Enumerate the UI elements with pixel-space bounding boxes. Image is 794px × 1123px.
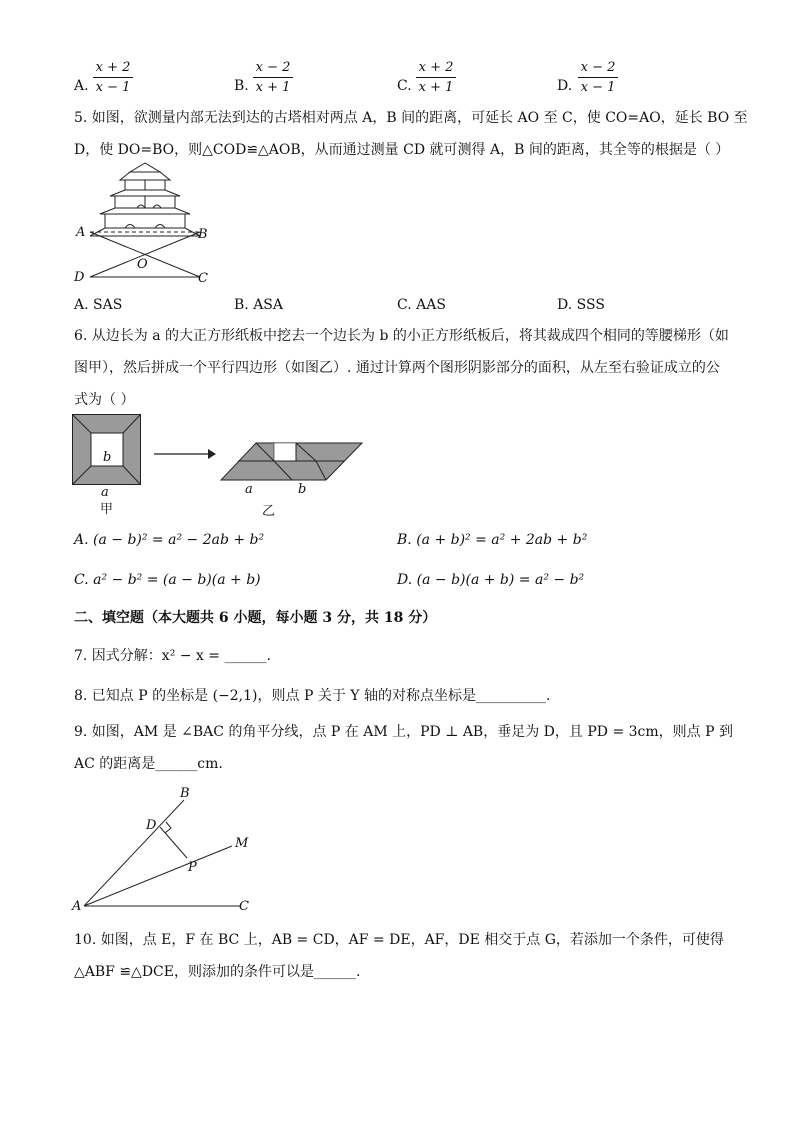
- fig-yi-label-b: b: [298, 482, 307, 497]
- q5-text-line2: D，使 DO=BO，则△COD≌△AOB，从而通过测量 CD 就可测得 A，B 间的距离，其全等的根据是（ ）: [74, 142, 730, 158]
- q9-label-d: D: [146, 818, 157, 833]
- q5-label-o: O: [137, 257, 148, 272]
- fig-jia-label-a: a: [101, 485, 109, 500]
- q5-option-a: A. SAS: [74, 297, 123, 313]
- q10-text-line2: △ABF ≌△DCE，则添加的条件可以是______.: [74, 964, 361, 980]
- q9-label-m: M: [235, 836, 249, 851]
- q10-text-line1: 10. 如图，点 E，F 在 BC 上，AB = CD，AF = DE，AF，DE 相交于点 G，若添加一个条件，可使得: [74, 932, 724, 948]
- q4-option-d-fraction: [578, 60, 618, 95]
- q4-option-d-denominator: x − 1: [580, 80, 616, 95]
- angle-bisector-figure: [80, 790, 250, 910]
- q6-option-a: A. (a − b)² = a² − 2ab + b²: [74, 532, 265, 548]
- q9-text-line1: 9. 如图，AM 是 ∠BAC 的角平分线，点 P 在 AM 上，PD ⊥ AB，垂足为 D，且 PD = 3cm，则点 P 到: [74, 724, 733, 740]
- q6-text-line1: 6. 从边长为 a 的大正方形纸板中挖去一个边长为 b 的小正方形纸板后，将其裁成四个相同的等腰梯形（如: [74, 328, 729, 344]
- q8-text: 8. 已知点 P 的坐标是 (−2,1)，则点 P 关于 Y 轴的对称点坐标是__________.: [74, 688, 551, 704]
- q9-label-b: B: [180, 786, 190, 801]
- q6-text-line3: 式为（ ）: [74, 392, 135, 408]
- q5-label-d: D: [74, 270, 85, 285]
- q9-text-line2: AC 的距离是______cm.: [74, 756, 223, 772]
- q5-label-c: C: [198, 271, 208, 286]
- q7-text: 7. 因式分解：x² − x = ______.: [74, 648, 271, 664]
- q4-option-c-numerator: x + 2: [418, 60, 454, 75]
- q4-option-a-letter: A.: [74, 78, 89, 94]
- q4-option-a-numerator: x + 2: [95, 60, 131, 75]
- q4-option-b-fraction: [253, 60, 293, 95]
- q4-option-c-denominator: x + 1: [418, 80, 454, 95]
- q4-option-b-numerator: x − 2: [255, 60, 291, 75]
- q4-option-c-fraction: [416, 60, 456, 95]
- q5-label-a: A: [76, 225, 86, 240]
- q5-option-d: D. SSS: [557, 297, 605, 313]
- fig-yi-label-a: a: [245, 482, 253, 497]
- q5-option-c: C. AAS: [397, 297, 446, 313]
- q4-option-a-fraction: [93, 60, 133, 95]
- q4-option-c-letter: C.: [397, 78, 412, 94]
- q6-option-b: B. (a + b)² = a² + 2ab + b²: [397, 532, 588, 548]
- fig-jia-label-b: b: [103, 450, 112, 465]
- q6-option-d: D. (a − b)(a + b) = a² − b²: [397, 572, 585, 588]
- q5-text-line1: 5. 如图，欲测量内部无法到达的古塔相对两点 A，B 间的距离，可延长 AO 至 C，使 CO=AO，延长 BO 至: [74, 110, 748, 126]
- fig-jia-caption: 甲: [100, 502, 114, 517]
- q5-option-b: B. ASA: [234, 297, 283, 313]
- q9-label-c: C: [239, 899, 249, 914]
- q9-label-p: P: [188, 860, 197, 875]
- q4-option-b-letter: B.: [234, 78, 249, 94]
- q5-label-b: B: [198, 227, 208, 242]
- q4-option-b-denominator: x + 1: [255, 80, 291, 95]
- q6-option-c: C. a² − b² = (a − b)(a + b): [74, 572, 261, 588]
- fig-yi-caption: 乙: [262, 504, 276, 519]
- q6-text-line2: 图甲），然后拼成一个平行四边形（如图乙）. 通过计算两个图形阴影部分的面积，从左至右验证成立的公: [74, 360, 720, 376]
- figure-yi-parallelogram: [220, 442, 364, 482]
- right-arrow-icon: [154, 448, 216, 460]
- section-2-title: 二、填空题（本大题共 6 小题，每小题 3 分，共 18 分）: [74, 610, 437, 626]
- q4-option-a-denominator: x − 1: [95, 80, 131, 95]
- q9-label-a: A: [72, 899, 82, 914]
- q4-option-d-numerator: x − 2: [580, 60, 616, 75]
- q4-option-d-letter: D.: [557, 78, 573, 94]
